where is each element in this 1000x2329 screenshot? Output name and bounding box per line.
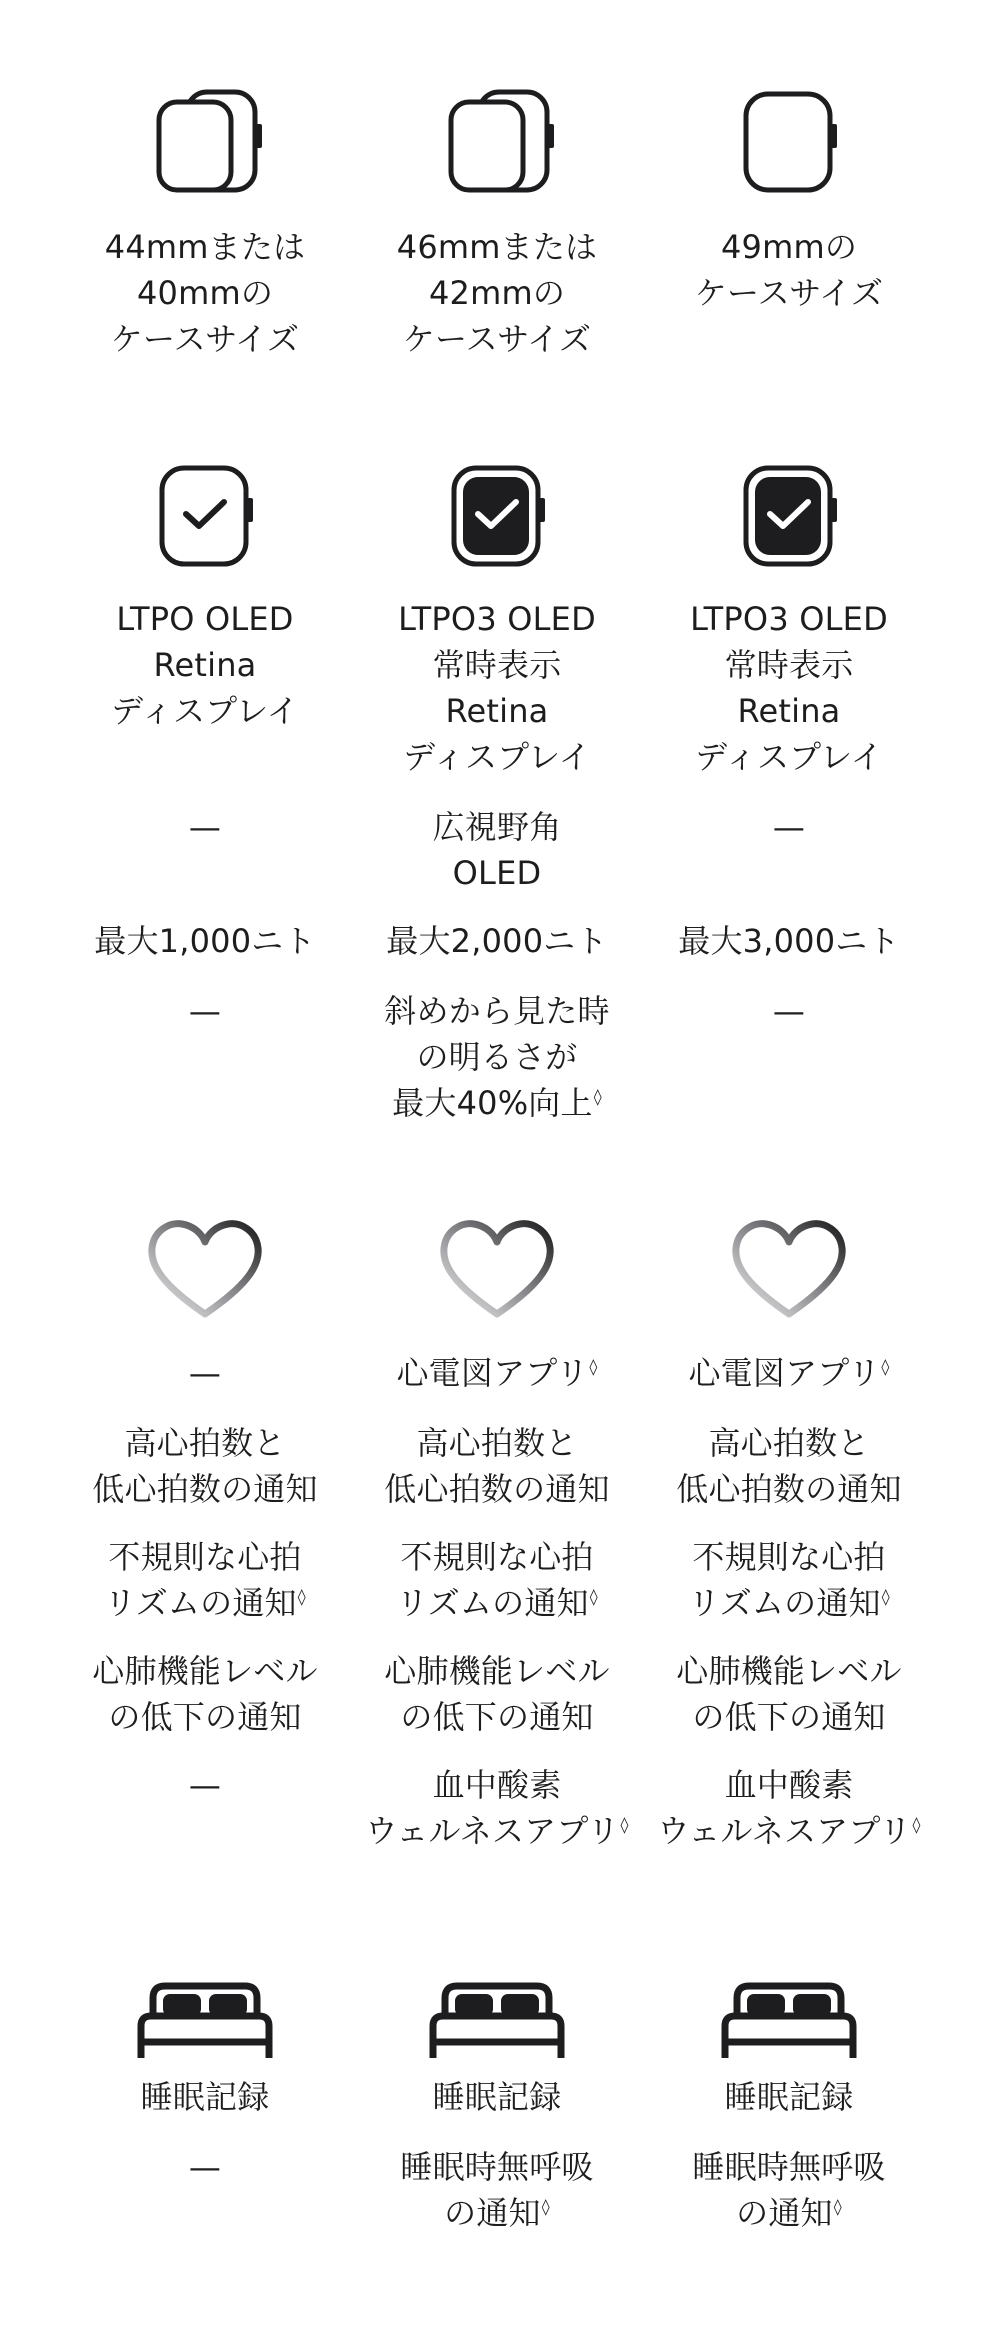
heart-icon: [55, 1216, 355, 1326]
cardio-fitness-text: 心肺機能レベル の低下の通知: [92, 1652, 318, 1736]
irregular-rhythm-label: 不規則な心拍 リズムの通知: [104, 1538, 302, 1622]
blood-oxygen-label: —: [188, 1766, 222, 1804]
footnote-mark: ◊: [912, 1815, 921, 1835]
irregular-rhythm-text: [55, 1534, 355, 1626]
sleep-apnea-text: [55, 2144, 355, 2190]
angled-brightness-label: 斜めから見た時 の明るさが 最大40%向上: [384, 992, 610, 1122]
sleep-apnea-text: [639, 2144, 939, 2236]
display-type-text: LTPO OLED Retina ディスプレイ: [111, 600, 299, 730]
cardio-fitness-text: 心肺機能レベル の低下の通知: [384, 1652, 610, 1736]
case-size-text: 49mmの ケースサイズ: [694, 228, 884, 312]
bed-icon: [639, 1968, 939, 2068]
blood-oxygen-text: [639, 1762, 939, 1854]
comparison-column-2: [347, 0, 647, 2329]
sleep-apnea-label: 睡眠時無呼吸 の通知: [692, 2148, 886, 2232]
wide-angle-text: —: [188, 808, 222, 846]
footnote-mark: ◊: [593, 1087, 602, 1107]
watch-case-two-sizes-icon: [55, 88, 355, 198]
irregular-rhythm-label: 不規則な心拍 リズムの通知: [396, 1538, 594, 1622]
display-type-text: LTPO3 OLED 常時表示 Retina ディスプレイ: [690, 600, 888, 776]
footnote-mark: ◊: [541, 2197, 550, 2217]
bed-icon: [55, 1968, 355, 2068]
irregular-rhythm-text: [347, 1534, 647, 1626]
heart-icon: [347, 1216, 647, 1326]
blood-oxygen-label: 血中酸素 ウェルネスアプリ: [657, 1766, 912, 1850]
sleep-tracking-text: 睡眠記録: [432, 2078, 562, 2116]
watch-case-single-size-icon: [639, 88, 939, 198]
heart-icon: [639, 1216, 939, 1326]
case-size-text: 44mmまたは 40mmの ケースサイズ: [104, 228, 306, 358]
blood-oxygen-label: 血中酸素 ウェルネスアプリ: [365, 1766, 620, 1850]
watch-case-two-sizes-icon: [347, 88, 647, 198]
ecg-text: —: [188, 1354, 222, 1392]
footnote-mark: ◊: [881, 1357, 890, 1377]
ecg-text: [639, 1350, 939, 1396]
comparison-column-3: [639, 0, 939, 2329]
bed-icon: [347, 1968, 647, 2068]
case-size-text: 46mmまたは 42mmの ケースサイズ: [396, 228, 598, 358]
sleep-tracking-text: 睡眠記録: [140, 2078, 270, 2116]
footnote-mark: ◊: [589, 1357, 598, 1377]
high-low-heart-rate-text: 高心拍数と 低心拍数の通知: [676, 1424, 902, 1508]
high-low-heart-rate-text: 高心拍数と 低心拍数の通知: [92, 1424, 318, 1508]
irregular-rhythm-text: [639, 1534, 939, 1626]
watch-display-outline-icon: [55, 462, 355, 572]
footnote-mark: ◊: [589, 1587, 598, 1607]
angled-brightness-text: [347, 988, 647, 1126]
high-low-heart-rate-text: 高心拍数と 低心拍数の通知: [384, 1424, 610, 1508]
ecg-text: [347, 1350, 647, 1396]
blood-oxygen-text: [55, 1762, 355, 1808]
ecg-label: 心電図アプリ: [688, 1354, 881, 1392]
watch-display-filled-icon: [639, 462, 939, 572]
footnote-mark: ◊: [881, 1587, 890, 1607]
footnote-mark: ◊: [620, 1815, 629, 1835]
watch-display-filled-icon: [347, 462, 647, 572]
angled-brightness-text: —: [772, 992, 806, 1030]
wide-angle-text: 広視野角 OLED: [432, 808, 562, 892]
footnote-mark: ◊: [833, 2197, 842, 2217]
irregular-rhythm-label: 不規則な心拍 リズムの通知: [688, 1538, 886, 1622]
brightness-text: 最大1,000ニト: [94, 922, 316, 960]
comparison-column-1: [55, 0, 355, 2329]
ecg-label: 心電図アプリ: [396, 1354, 589, 1392]
wide-angle-text: —: [772, 808, 806, 846]
cardio-fitness-text: 心肺機能レベル の低下の通知: [676, 1652, 902, 1736]
sleep-apnea-text: [347, 2144, 647, 2236]
brightness-text: 最大2,000ニト: [386, 922, 608, 960]
footnote-mark: ◊: [297, 1587, 306, 1607]
blood-oxygen-text: [347, 1762, 647, 1854]
display-type-text: LTPO3 OLED 常時表示 Retina ディスプレイ: [398, 600, 596, 776]
sleep-apnea-label: 睡眠時無呼吸 の通知: [400, 2148, 594, 2232]
brightness-text: 最大3,000ニト: [678, 922, 900, 960]
sleep-tracking-text: 睡眠記録: [724, 2078, 854, 2116]
angled-brightness-text: —: [188, 992, 222, 1030]
sleep-apnea-label: —: [188, 2148, 222, 2186]
